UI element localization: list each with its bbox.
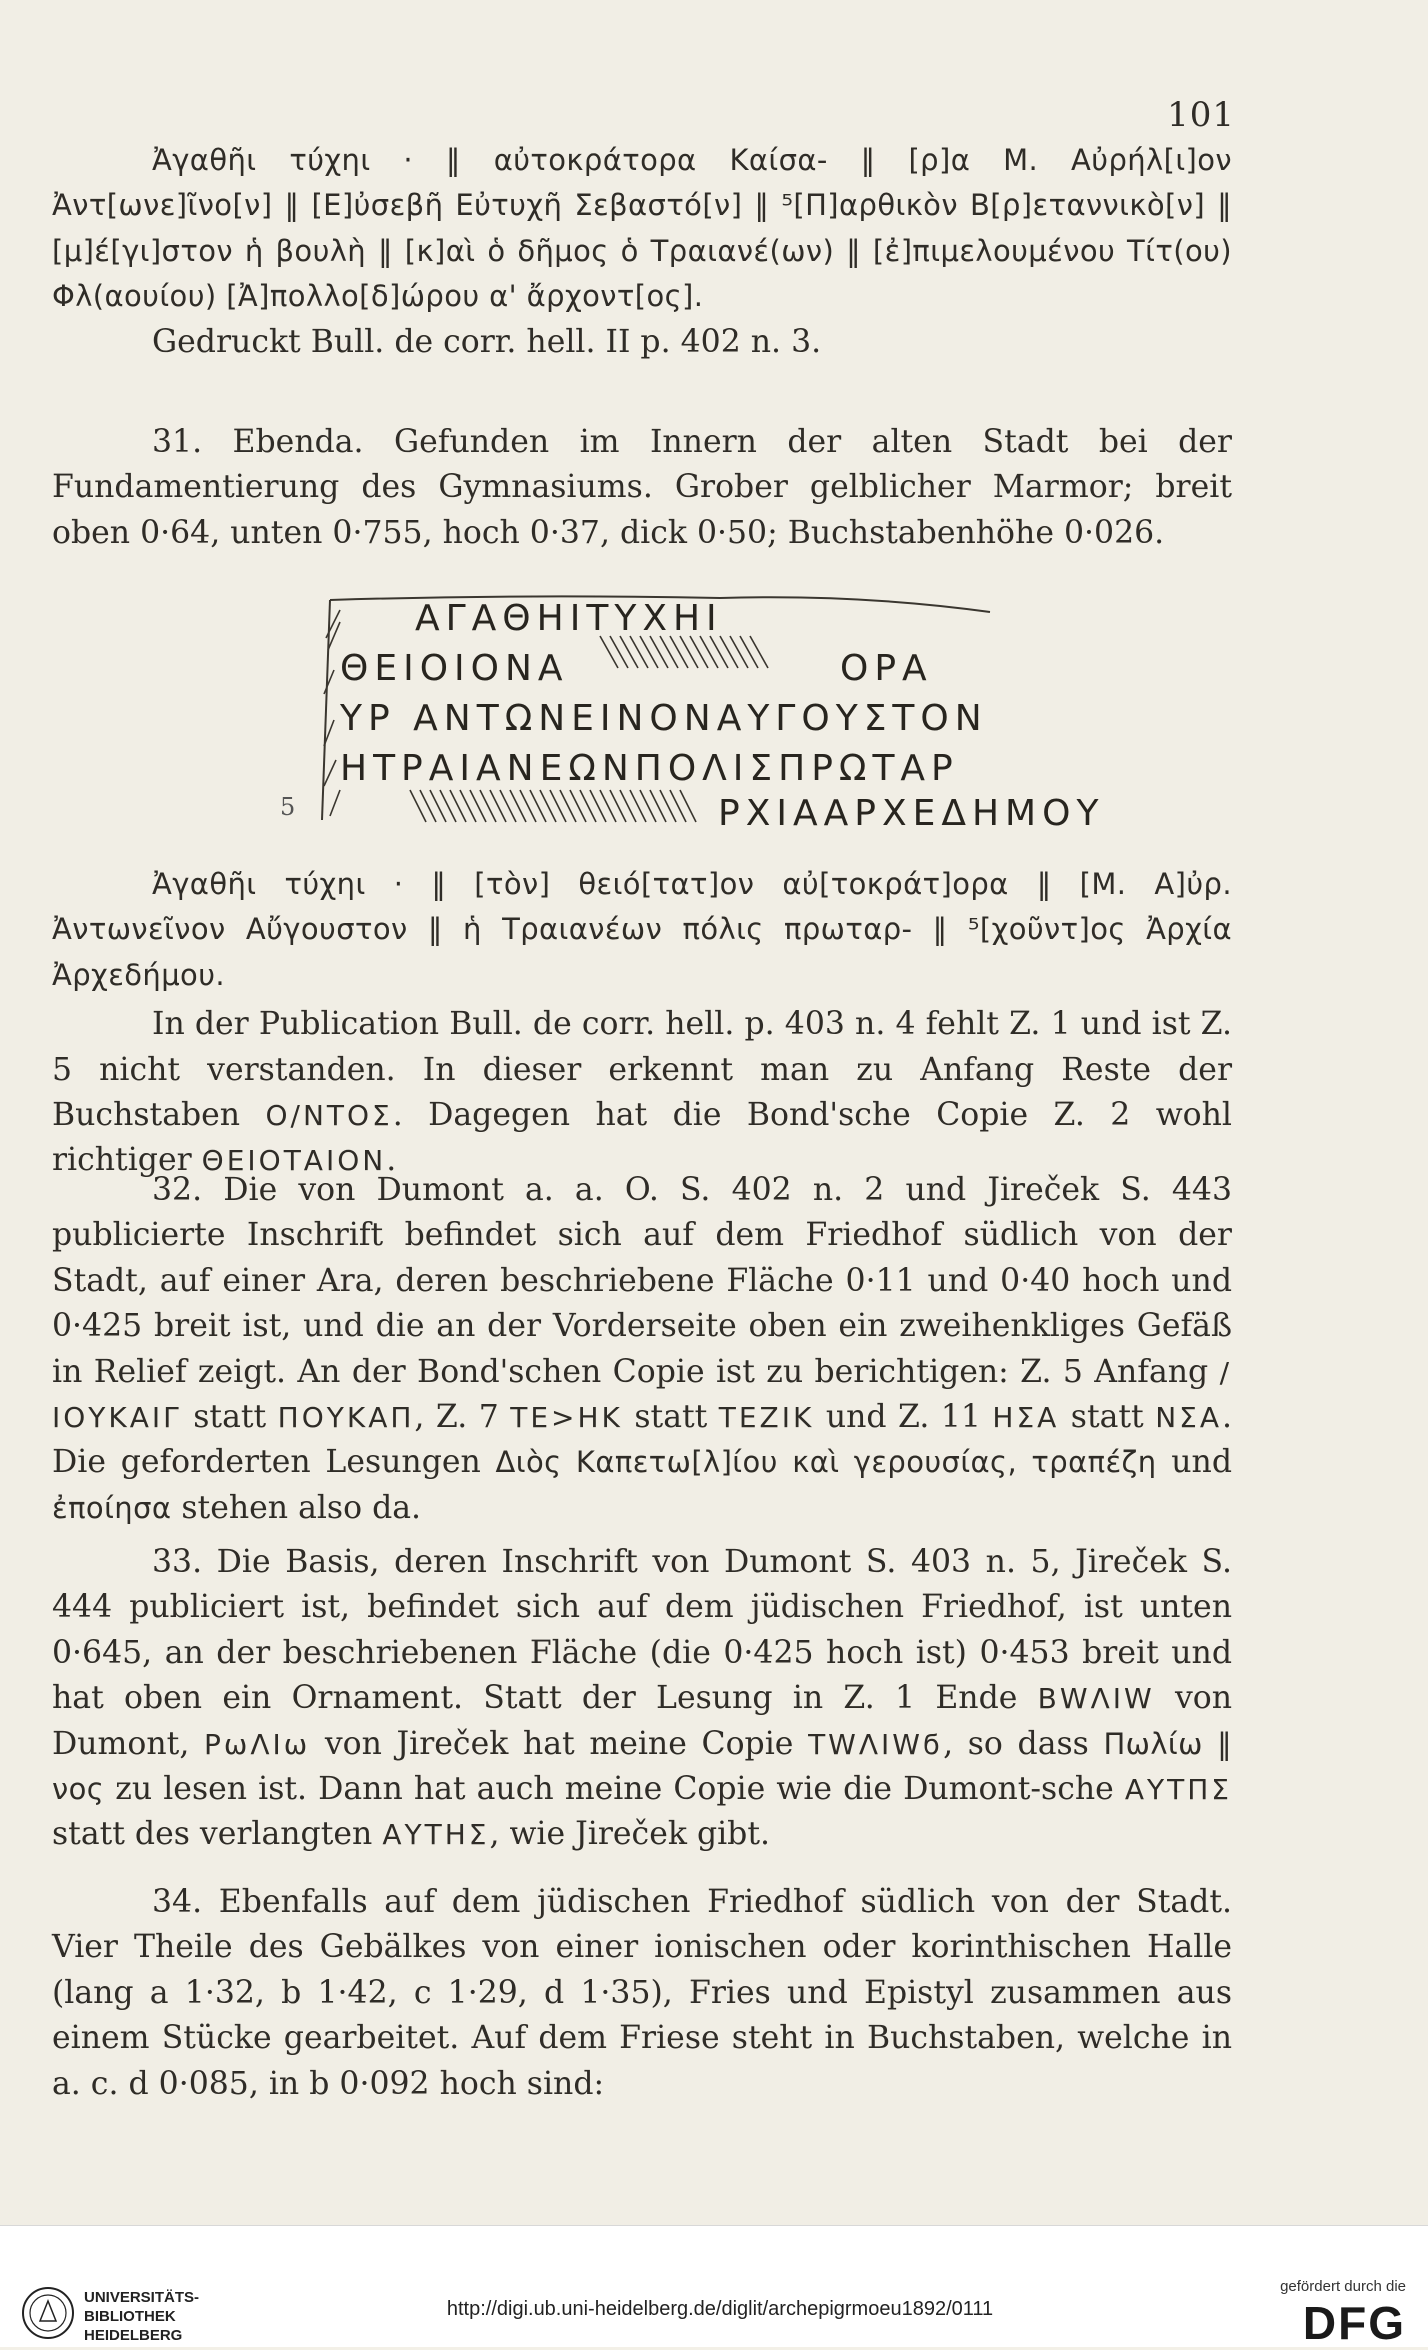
- entry-32: 32. Die von Dumont a. a. O. S. 402 n. 2 und Jireček S. 443 publicierte Inschrift befindet sich auf dem Friedhof südlich von der Stadt, auf einer Ara, deren beschriebene Fläche 0·11 und 0·40 hoch und 0·425 breit ist, und die an der Vorderseite oben ein zweihenkliges Gefäß in Relief zeigt. An der Bond'schen Copie ist zu berichtigen: Z. 5 Anfang /ΙΟΥΚΑΙΓ statt ΠΟΥΚΑΠ, Z. 7 ΤΕ>ΗΚ statt ΤΕΖΙΚ und Z. 11 ΗΣΑ statt ΝΣΑ. Die geforderten Lesungen Διὸς Καπετω[λ]ίου καὶ γερουσίας, τραπέζη und ἐποίησα stehen also da.: [52, 1172, 1232, 1526]
- university-library-name: UNIVERSITÄTS- BIBLIOTHEK HEIDELBERG: [84, 2289, 200, 2344]
- greek-transcription-31: Ἀγαθῆι τύχηι · ‖ [τὸν] θειό[τατ]ον αὐ[τοκράτ]ορα ‖ [Μ. Α]ὐρ. Ἀντωνεῖνον Αὔγουστον ‖ ἡ Τραιανέων πόλις πρωταρ- ‖ ⁵[χοῦντ]ος Ἀρχία Ἀρχεδήμου.: [52, 867, 1232, 992]
- inscription-line-1: ΑΓΑΘΗΙΤΥΧΗΙ: [415, 598, 723, 639]
- text-block-31: [52, 420, 1232, 556]
- university-seal-icon: [20, 2285, 76, 2341]
- text-block-34: [52, 1880, 1232, 2107]
- text-block-31-commentary: [52, 862, 1232, 1184]
- commentary-31: In der Publication Bull. de corr. hell. p. 403 n. 4 fehlt Z. 1 und ist Z. 5 nicht verstanden. In dieser erkennt man zu Anfang Reste der Buchstaben Ο/ΝΤΟΣ. Dagegen hat die Bond'sche Copie Z. 2 wohl richtiger ΘΕΙΟΤΑΙΟΝ.: [52, 1006, 1233, 1179]
- inscription-line-3: ΥΡ ΑΝΤΩΝΕΙΝΟΝΑΥΓΟΥΣΤΟΝ: [340, 698, 988, 739]
- entry-33: 33. Die Basis, deren Inschrift von Dumont S. 403 n. 5, Jireček S. 444 publiciert ist, befindet sich auf dem jüdischen Friedhof, ist unten 0·645, an der beschriebenen Fläche (die 0·425 hoch ist) 0·453 breit und hat oben ein Ornament. Statt der Lesung in Z. 1 Ende ΒWΛΙW von Dumont, ΡωΛΙω von Jireček hat meine Copie ΤWΛΙWϭ, so dass Πωλίω ‖ νος zu lesen ist. Dann hat auch meine Copie wie die Dumont-sche ΑΥΤΠΣ statt des verlangten ΑΥΤΗΣ, wie Jireček gibt.: [52, 1544, 1232, 1853]
- source-url-link[interactable]: http://digi.ub.uni-heidelberg.de/diglit/archepigrmoeu1892/0111: [446, 2298, 994, 2320]
- dfg-logo: DFG: [1302, 2297, 1406, 2349]
- inscription-line-2: ΘΕΙΟΙΟΝΑ: [340, 648, 569, 689]
- inscription-line-number: 5: [280, 793, 296, 821]
- text-block-33: [52, 1540, 1232, 1858]
- inscription-line-2-end: ΟΡΑ: [840, 648, 933, 689]
- bibliography-note: Gedruckt Bull. de corr. hell. II p. 402 n. 3.: [152, 323, 822, 360]
- inscription-drawing: [280, 590, 1105, 850]
- inscription-line-5: ΡΧΙΑΑΡΧΕΔΗΜΟΥ: [718, 793, 1105, 834]
- reading-bond-copy: ΘΕΙΟΤΑΙΟΝ: [201, 1144, 387, 1178]
- footer-bar: [0, 2225, 1428, 2347]
- entry-34: 34. Ebenfalls auf dem jüdischen Friedhof südlich von der Stadt. Vier Theile des Gebälkes von einer ionischen oder korinthischen Halle (lang a 1·32, b 1·42, c 1·29, d 1·35), Fries und Epistyl zusammen aus einem Stücke gearbeitet. Auf dem Friese steht in Buchstaben, welche in a. c. d 0·085, in b 0·092 hoch sind:: [52, 1884, 1232, 2102]
- text-block-32: [52, 1168, 1232, 1531]
- greek-transcription-30: Ἀγαθῆι τύχηι · ‖ αὐτοκράτορα Καίσα- ‖ [ρ]α Μ. Αὐρήλ[ι]ον Ἀντ[ωνε]ῖνο[ν] ‖ [Ε]ὐσεβῆ Εὐτυχῆ Σεβαστό[ν] ‖ ⁵[Π]αρθικὸν Β[ρ]εταννικὸ[ν] ‖ [μ]έ[γι]στον ἡ βουλὴ ‖ [κ]αὶ ὁ δῆμος ὁ Τραιανέ(ων) ‖ [ἐ]πιμελουμένου Τίτ(ου) Φλ(αουίου) [Ἀ]πολλο[δ]ώρου α' ἄρχοντ[ος].: [52, 143, 1232, 314]
- inscription-line-4: ΗΤΡΑΙΑΝΕΩΝΠΟΛΙΣΠΡΩΤΑΡ: [340, 748, 959, 789]
- entry-31-description: 31. Ebenda. Gefunden im Innern der alten Stadt bei der Fundamentierung des Gymnasiums. Grober gelblicher Marmor; breit oben 0·64, unten 0·755, hoch 0·37, dick 0·50; Buchstabenhöhe 0·026.: [52, 424, 1232, 551]
- page-number: 101: [1167, 95, 1235, 135]
- reading-remains: Ο/ΝΤΟΣ: [265, 1099, 393, 1133]
- text-block-top: [52, 138, 1232, 365]
- funding-caption: gefördert durch die: [1280, 2278, 1406, 2295]
